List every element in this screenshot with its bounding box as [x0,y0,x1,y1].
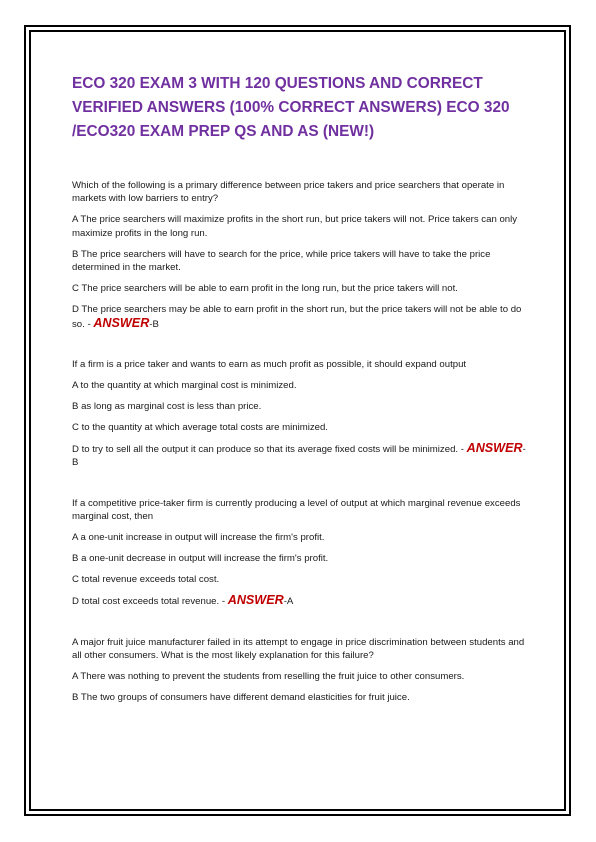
question-block [72,358,528,470]
option-c: C to the quantity at which average total costs are minimized. [72,422,328,434]
question-block [72,636,528,705]
option-d [72,594,528,608]
option-b: B a one-unit decrease in output will increase the firm's profit. [72,553,329,565]
option-d-text: D The price searchers may be able to earn profit in the short run, but the price takers will not be able to do so. - [72,304,522,330]
question-stem: If a firm is a price taker and wants to earn as much profit as possible, it should expand output [72,359,467,371]
option-a: A There was nothing to prevent the students from reselling the fruit juice to other consumers. [72,671,465,683]
option-b: B as long as marginal cost is less than price. [72,401,262,413]
option-a: A a one-unit increase in output will increase the firm's profit. [72,532,325,544]
option-d-text: D to try to sell all the output it can produce so that its average fixed costs will be minimized. - [72,444,467,456]
answer-label: ANSWER [93,315,150,330]
question-stem: If a competitive price-taker firm is currently producing a level of output at which marginal revenue exceeds marginal cost, then [72,497,521,523]
option-c: C The price searchers will be able to earn profit in the long run, but the price takers will not. [72,283,458,295]
option-d-text: D total cost exceeds total revenue. - [72,596,228,608]
answer-label: ANSWER [466,441,523,456]
option-b: B The two groups of consumers have different demand elasticities for fruit juice. [72,692,410,704]
answer-value: -B [149,318,159,330]
answer-value: -A [283,596,294,608]
answer-label: ANSWER [227,593,284,608]
option-c: C total revenue exceeds total cost. [72,574,220,586]
option-b: B The price searchers will have to search for the price, while price takers will have to take the price determined in the market. [72,248,491,274]
question-stem: Which of the following is a primary difference between price takers and price searchers that operate in markets with low barriers to entry? [72,180,505,205]
document-body [72,72,528,712]
question-block [72,497,528,609]
answer-value: -B [72,444,526,469]
option-d [72,303,528,331]
question-stem: A major fruit juice manufacturer failed in its attempt to engage in price discrimination between students and all other consumers. What is the most likely explanation for this failure? [72,636,525,662]
option-d [72,442,528,470]
document-title: ECO 320 EXAM 3 WITH 120 QUESTIONS AND CORRECT VERIFIED ANSWERS (100% CORRECT ANSWERS) ECO 320 /ECO320 EXAM PREP QS AND AS (NEW!) [72,75,510,140]
question-block [72,179,528,331]
option-a: A The price searchers will maximize profits in the short run, but price takers will not. Price takers can only maximize profits in the long run. [72,214,518,239]
option-a: A to the quantity at which marginal cost is minimized. [72,380,297,392]
